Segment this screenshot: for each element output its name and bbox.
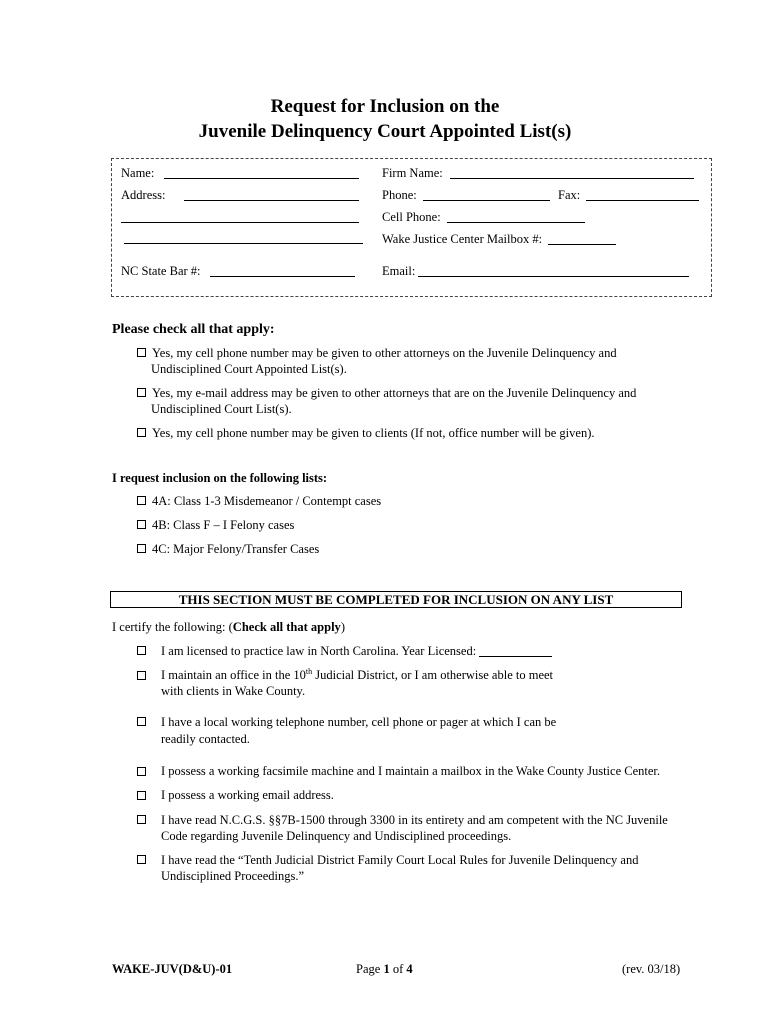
form-title-line2: Juvenile Delinquency Court Appointed List(s) [198,121,572,142]
checkbox[interactable] [137,496,146,505]
list-item-4b: 4B: Class F – I Felony cases [137,517,294,533]
consent-heading: Please check all that apply: [112,322,275,337]
address-field-line1[interactable] [184,200,359,201]
certify-item-telephone-cont: readily contacted. [161,732,250,746]
checkbox[interactable] [137,388,146,397]
year-licensed-field[interactable] [479,645,552,657]
certification-section-title: THIS SECTION MUST BE COMPLETED FOR INCLUSION ON ANY LIST [110,591,682,608]
consent-item-cell-clients: Yes, my cell phone number may be given to clients (If not, office number will be given). [137,425,595,441]
list-item-4c: 4C: Major Felony/Transfer Cases [137,541,319,557]
list-item-4a: 4A: Class 1-3 Misdemeanor / Contempt cases [137,493,381,509]
name-field[interactable] [164,178,359,179]
phone-field[interactable] [423,200,550,201]
certify-item-local-rules-cont: Undisciplined Proceedings.” [161,869,305,883]
form-title-line1: Request for Inclusion on the [270,96,500,117]
cell-phone-label: Cell Phone: [382,210,441,224]
firm-name-label: Firm Name: [382,166,443,180]
form-id: WAKE-JUV(D&U)-01 [112,962,233,976]
address-label: Address: [121,188,166,202]
checkbox[interactable] [137,855,146,864]
certify-item-licensed: I am licensed to practice law in North Carolina. Year Licensed: [161,643,552,659]
checkbox[interactable] [137,815,146,824]
phone-label: Phone: [382,188,417,202]
address-field-line3[interactable] [124,243,363,244]
certify-item-fax-mailbox: I possess a working facsimile machine and I maintain a mailbox in the Wake County Justice Center. [161,764,660,778]
email-label: Email: [382,264,416,278]
checkbox[interactable] [137,348,146,357]
revision-date: (rev. 03/18) [622,962,681,976]
certify-item-telephone: I have a local working telephone number, cell phone or pager at which I can be [161,715,557,729]
mailbox-field[interactable] [548,244,616,245]
fax-label: Fax: [558,188,581,202]
checkbox[interactable] [137,717,146,726]
checkbox[interactable] [137,767,146,776]
certify-item-ncgs-cont: Code regarding Juvenile Delinquency and Undisciplined proceedings. [161,829,512,843]
state-bar-field[interactable] [210,276,355,277]
certify-item-office: I maintain an office in the 10th Judicial District, or I am otherwise able to meet [161,666,554,682]
page-number: Page 1 of 4 [356,962,413,976]
certify-item-ncgs: I have read N.C.G.S. §§7B-1500 through 3300 in its entirety and am competent with the NC Juvenile [161,813,668,827]
certify-item-email: I possess a working email address. [161,788,334,802]
name-label: Name: [121,166,155,180]
lists-heading: I request inclusion on the following lists: [112,471,328,485]
checkbox[interactable] [137,544,146,553]
consent-item-email-attorneys-cont: Undisciplined Court List(s). [151,402,292,416]
mailbox-label: Wake Justice Center Mailbox #: [382,232,543,246]
checkbox[interactable] [137,791,146,800]
checkbox[interactable] [137,646,146,655]
consent-item-cell-attorneys-cont: Undisciplined Court Appointed List(s). [151,362,347,376]
address-field-line2[interactable] [121,222,359,223]
fax-field[interactable] [586,200,699,201]
consent-item-cell-attorneys: Yes, my cell phone number may be given to other attorneys on the Juvenile Delinquency and [137,345,617,361]
checkbox[interactable] [137,428,146,437]
email-field[interactable] [418,276,689,277]
firm-name-field[interactable] [450,178,694,179]
consent-item-email-attorneys: Yes, my e-mail address may be given to other attorneys that are on the Juvenile Delinquency and [137,385,636,401]
state-bar-label: NC State Bar #: [121,264,201,278]
certify-intro: I certify the following: (Check all that apply) [112,620,345,634]
certify-item-local-rules: I have read the “Tenth Judicial District Family Court Local Rules for Juvenile Delinquency and [161,853,639,867]
checkbox[interactable] [137,520,146,529]
cell-phone-field[interactable] [447,222,585,223]
checkbox[interactable] [137,671,146,680]
certify-item-office-cont: with clients in Wake County. [161,684,306,698]
